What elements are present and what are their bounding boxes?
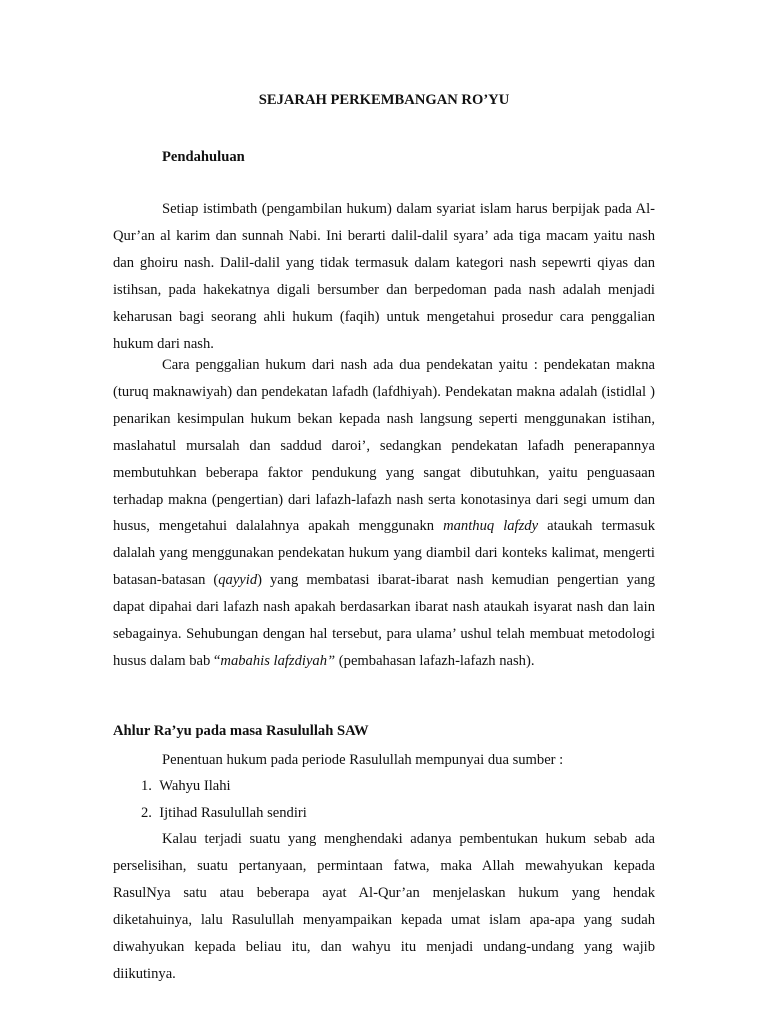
section-paragraph: Kalau terjadi suatu yang menghendaki adanya pembentukan hukum sebab ada perselisihan, suatu pertanyaan, permintaan fatwa, maka Allah mewahyukan kepada RasulNya satu atau beberapa ayat Al-Qur’an menjelaskan hukum yang hendak diketahuinya, lalu Rasulullah menyampaikan kepada umat islam apa-apa yang sudah diwahyukan kepada beliau itu, dan wahyu itu menjadi undang-undang yang wajib diikutinya. xyxy=(113,831,655,982)
list-item xyxy=(141,805,307,822)
section-intro: Penentuan hukum pada periode Rasulullah mempunyai dua sumber : xyxy=(162,752,564,768)
paragraph-text: (pembahasan lafazh-lafazh nash). xyxy=(335,652,535,669)
list-text: Wahyu Ilahi xyxy=(159,778,231,794)
document-title: SEJARAH PERKEMBANGAN RO’YU xyxy=(258,92,510,108)
italic-term: mabahis lafzdiyah” xyxy=(220,652,336,669)
section-heading: Ahlur Ra’yu pada masa Rasulullah SAW xyxy=(113,723,369,739)
paragraph-text: Cara penggalian hukum dari nash ada dua pendekatan yaitu : pendekatan makna (turuq maknawiyah) dan pendekatan lafadh (lafdhiyah). Pendekatan makna adalah (istidlal ) penarikan kesimpulan hukum bekan kepada nash langsung seperti menggunakan istihan, maslahatul mursalah dan saddud daroi’, sedangkan pendekatan lafadh penerapannya membutuhkan beberapa faktor pendukung yang sangat dibutuhkan, yaitu penguasaan terhadap makna (pengertian) dari lafazh-lafazh nash serta konotasinya dari segi umum dan husus, mengetahui dalalahnya apakah menggunakn xyxy=(113,357,655,535)
paragraph-text: ) yang membatasi ibarat-ibarat nash kemudian pengertian yang dapat dipahai dari lafazh nash apakah berdasarkan ibarat nash ataukah isyarat nash dan lain sebagainya. Sehubungan dengan hal tersebut, para ulama’ ushul telah membuat metodologi husus dalam bab “ xyxy=(113,572,656,669)
list-number: 2. xyxy=(141,805,152,821)
italic-term: manthuq lafzdy xyxy=(443,518,539,535)
intro-paragraph-1: Setiap istimbath (pengambilan hukum) dalam syariat islam harus berpijak pada Al-Qur’an al karim dan sunnah Nabi. Ini berarti dalil-dalil syara’ ada tiga macam yaitu nash dan ghoiru nash. Dalil-dalil yang tidak termasuk dalam kategori nash sepewrti qiyas dan istihsan, pada hakekatnya digali bersumber dan berpedoman pada nash adalah menjadi keharusan bagi seorang ahli hukum (faqih) untuk mengetahui prosedur cara penggalian hukum dari nash. xyxy=(113,201,655,352)
list-item xyxy=(141,778,231,795)
italic-term: qayyid xyxy=(218,572,258,589)
paragraph-text: ataukah termasuk dalalah yang menggunakan pendekatan hukum yang diambil dari konteks kalimat, mengerti batasan-batasan ( xyxy=(113,518,656,589)
intro-paragraph-2 xyxy=(113,352,655,675)
list-text: Ijtihad Rasulullah sendiri xyxy=(159,805,307,821)
list-number: 1. xyxy=(141,778,152,794)
intro-heading: Pendahuluan xyxy=(162,149,245,165)
